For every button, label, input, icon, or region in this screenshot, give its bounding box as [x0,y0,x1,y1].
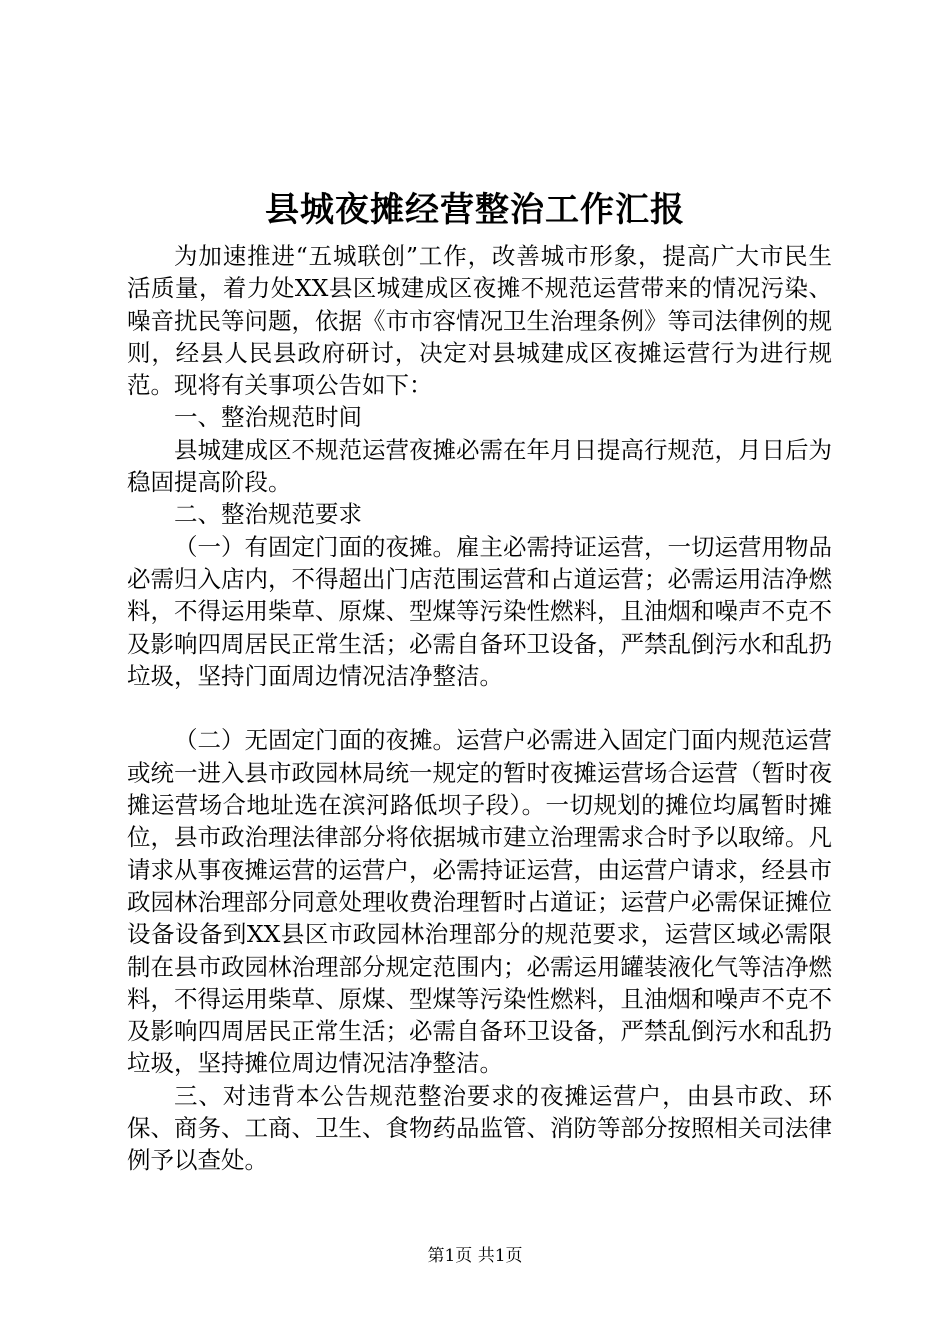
section-heading-time: 一、整治规范时间 [174,403,362,432]
section-heading-requirements: 二、整治规范要求 [174,500,362,529]
no-storefront-paragraph: （二）无固定门面的夜摊。运营户必需进入固定门面内规范运营或统一进入县市政园林局统一规定的暂时夜摊运营场合运营（暂时夜摊运营场合地址选在滨河路低坝子段）。一切规划的摊位均属暂时摊位，县市政治理法律部分将依据城市建立治理需求合时予以取缔。凡请求从事夜摊运营的运营户，必需持证运营，由运营户请求，经县市政园林治理部分同意处理收费治理暂时占道证；运营户必需保证摊位设备设备到XX县区市政园林治理部分的规范要求，运营区域必需限制在县市政园林治理部分规定范围内；必需运用罐装液化气等洁净燃料，不得运用柴草、原煤、型煤等污染性燃料，且油烟和噪声不克不及影响四周居民正常生活；必需自备环卫设备，严禁乱倒污水和乱扔垃圾，坚持摊位周边情况洁净整洁。 [127,726,832,1078]
blank-line [127,692,832,724]
document-body [127,240,832,1177]
intro-paragraph: 为加速推进“五城联创”工作，改善城市形象，提高广大市民生活质量，着力处XX县区城建成区夜摊不规范运营带来的情况污染、噪音扰民等问题，依据《市市容情况卫生治理条例》等司法律例的规则，经县人民县政府研讨，决定对县城建成区夜摊运营行为进行规范。现将有关事项公告如下： [127,242,832,400]
fixed-storefront-paragraph: （一）有固定门面的夜摊。雇主必需持证运营，一切运营用物品必需归入店内，不得超出门店范围运营和占道运营；必需运用洁净燃料，不得运用柴草、原煤、型煤等污染性燃料，且油烟和噪声不克不及影响四周居民正常生活；必需自备环卫设备，严禁乱倒污水和乱扔垃圾，坚持门面周边情况洁净整洁。 [127,532,832,690]
time-paragraph: 县城建成区不规范运营夜摊必需在年月日提高行规范，月日后为稳固提高阶段。 [127,435,832,497]
enforcement-paragraph: 三、对违背本公告规范整治要求的夜摊运营户，由县市政、环保、商务、工商、卫生、食物药品监管、消防等部分按照相关司法律例予以查处。 [127,1081,832,1175]
page-footer: 第1页 共1页 [427,1246,523,1266]
document-title: 县城夜摊经营整治工作汇报 [265,190,685,230]
